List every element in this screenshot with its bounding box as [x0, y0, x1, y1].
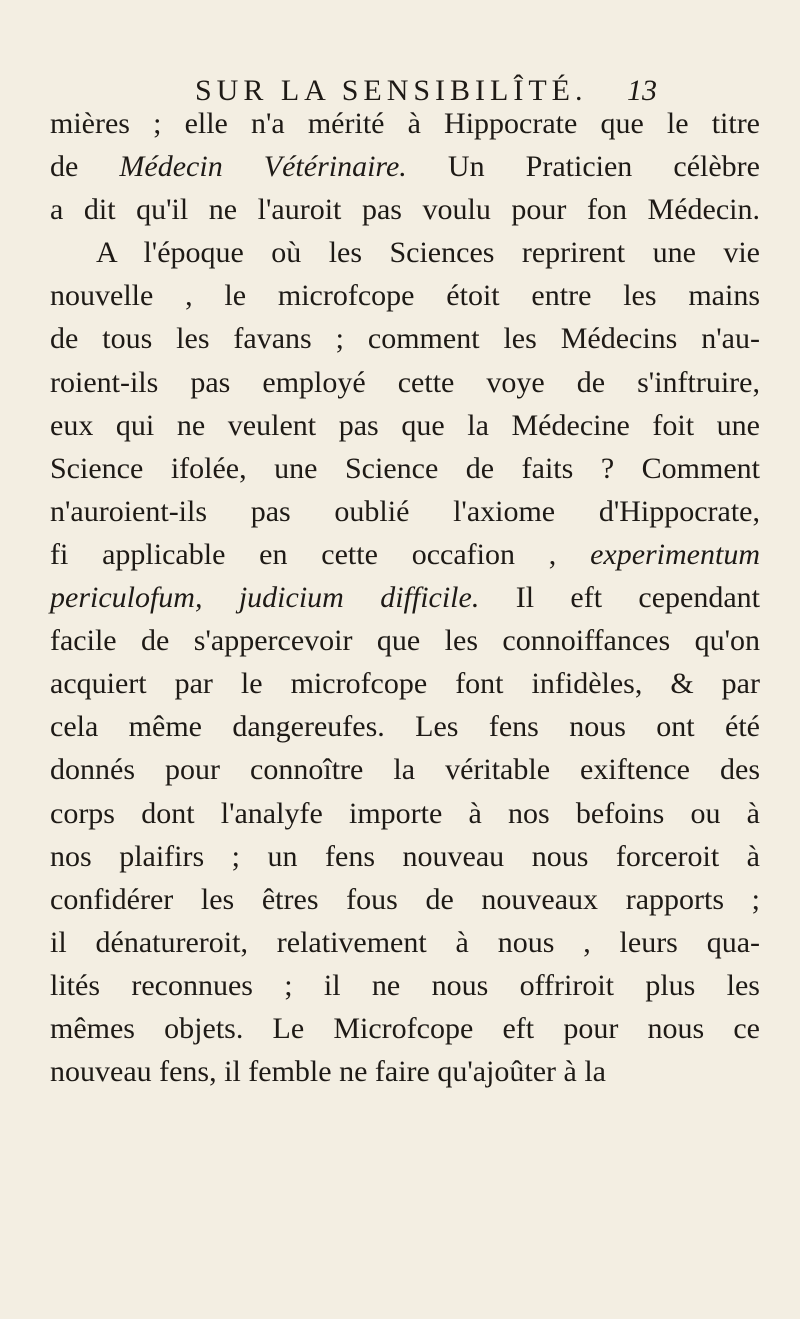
- text-segment: Il eft cependant: [479, 581, 761, 615]
- text-segment: Science ifolée, une Science de faits ? Comment: [50, 451, 760, 485]
- text-segment: eux qui ne veulent pas que la Médecine foit une: [50, 408, 760, 442]
- italic-text: experimentum: [590, 537, 760, 571]
- text-segment: facile de s'appercevoir que les connoiffances qu'on: [50, 624, 760, 658]
- italic-text: periculofum, judicium difficile.: [50, 581, 480, 615]
- text-line: [50, 188, 760, 231]
- text-segment: nouvelle , le microfcope étoit entre les mains: [50, 279, 760, 313]
- text-segment: Un Praticien célèbre: [406, 150, 760, 184]
- text-line: [50, 317, 760, 360]
- text-line: [50, 361, 760, 404]
- text-line: [50, 705, 760, 748]
- text-line: [50, 576, 760, 619]
- text-segment: cela même dangereufes. Les fens nous ont été: [50, 710, 760, 744]
- text-line: [50, 102, 760, 145]
- text-line: [50, 921, 760, 964]
- text-segment: n'auroient-ils pas oublié l'axiome d'Hippocrate,: [50, 494, 760, 528]
- text-line: [50, 447, 760, 490]
- body-text: [50, 102, 760, 1093]
- text-segment: mêmes objets. Le Microfcope eft pour nous ce: [50, 1011, 760, 1045]
- text-segment: nos plaifirs ; un fens nouveau nous forceroit à: [50, 839, 760, 873]
- text-segment: roient-ils pas employé cette voye de s'inftruire,: [50, 365, 760, 399]
- text-line: [50, 533, 760, 576]
- italic-text: Médecin Vétérinaire.: [119, 150, 407, 184]
- text-line: [50, 231, 760, 274]
- text-line: [50, 964, 760, 1007]
- text-line: [50, 835, 760, 878]
- text-segment: fi applicable en cette occafion ,: [50, 537, 591, 571]
- text-line: [50, 619, 760, 662]
- text-line: [50, 792, 760, 835]
- text-segment: lités reconnues ; il ne nous offriroit plus les: [50, 968, 760, 1002]
- text-line: [50, 662, 760, 705]
- text-line: [50, 1007, 760, 1050]
- text-segment: acquiert par le microfcope font infidèles, & par: [50, 667, 760, 701]
- text-segment: confidérer les êtres fous de nouveaux rapports ;: [50, 882, 760, 916]
- text-segment: mières ; elle n'a mérité à Hippocrate que le titre: [50, 107, 760, 140]
- running-head-title: SUR LA SENSIBILÎTÉ.: [195, 74, 588, 107]
- text-line: [50, 274, 760, 317]
- text-segment: a dit qu'il ne l'auroit pas voulu pour fon Médecin.: [50, 193, 760, 227]
- text-segment: donnés pour connoître la véritable exiftence des: [50, 753, 760, 787]
- text-segment: corps dont l'analyfe importe à nos befoins ou à: [50, 796, 760, 830]
- text-segment: nouveau fens, il femble ne faire qu'ajoûter à la: [50, 1055, 606, 1089]
- text-line: [50, 1050, 760, 1093]
- text-line: [50, 145, 760, 188]
- text-line: [50, 490, 760, 533]
- text-line: [50, 404, 760, 447]
- text-segment: de tous les favans ; comment les Médecins n'au-: [50, 322, 760, 356]
- text-segment: il dénatureroit, relativement à nous , leurs qua-: [50, 925, 760, 959]
- text-segment: de: [50, 150, 120, 184]
- text-segment: A l'époque où les Sciences reprirent une vie: [96, 236, 760, 270]
- page-number: 13: [627, 74, 657, 107]
- text-line: [50, 748, 760, 791]
- text-line: [50, 878, 760, 921]
